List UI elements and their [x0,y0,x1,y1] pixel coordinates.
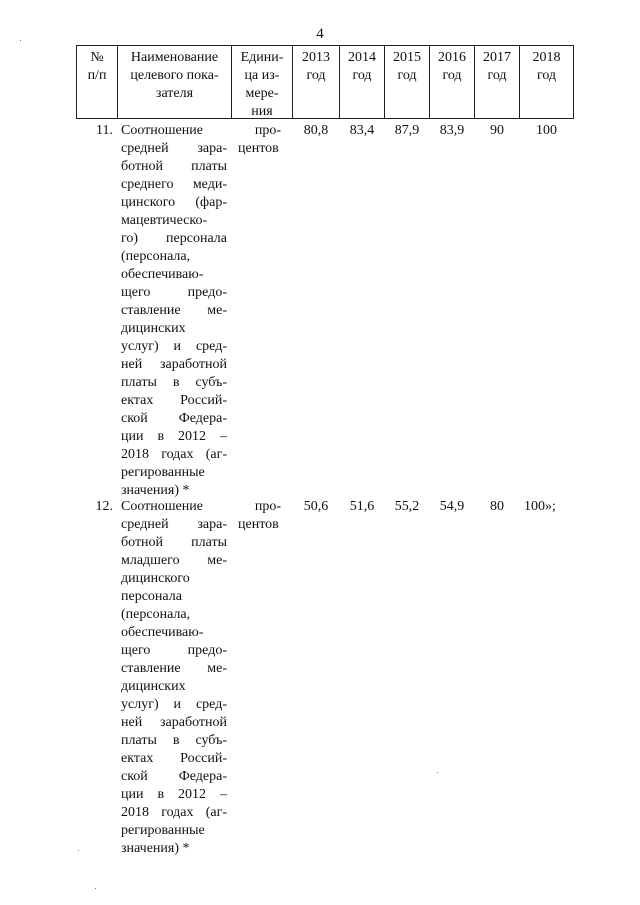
value-2016: 54,9 [439,499,465,514]
header-year-2016: 2016 год [438,50,466,83]
scan-speck [437,772,438,773]
row-number: 11. [96,123,113,138]
header-year-2015: 2015 год [393,50,421,83]
unit-cell: про- центов [238,499,282,532]
value-2015: 87,9 [394,123,420,138]
row-number: 12. [95,499,113,514]
value-2015: 55,2 [394,499,420,514]
table-top-border [76,45,574,46]
header-num: № п/п [87,50,107,83]
col-divider [573,45,574,119]
header-year-2013: 2013 год [302,50,330,83]
header-year-2014: 2014 год [348,50,376,83]
header-bottom-border [76,118,574,119]
indicator-name: Соотношение средней зара- ботной платы среднего меди- цинского (фар- мацевтическо- го) персонала (персонала, обеспечиваю- щего предо- ставление ме- дицинских услуг) и сред- ней заработной платы в субъ- ектах Россий- ской Федера- ции в 2012 – 2018 годах (аг- регированные значения) * [121,123,227,498]
value-2014: 83,4 [349,123,375,138]
value-2013: 80,8 [303,123,329,138]
unit-cell: про- центов [238,123,282,156]
value-2018: 100»; [524,499,556,514]
value-2017: 90 [490,123,504,138]
value-2016: 83,9 [439,123,465,138]
scan-speck [95,888,96,889]
value-2018: 100 [536,123,557,138]
header-name: Наименование целевого пока- зателя [130,50,219,101]
value-2014: 51,6 [349,499,375,514]
value-2017: 80 [490,499,504,514]
page-number: 4 [316,26,324,42]
header-year-2017: 2017 год [483,50,511,83]
scan-speck [78,850,79,851]
indicator-name: Соотношение средней зара- ботной платы младшего ме- дицинского персонала (персонала, обеспечиваю- щего предо- ставление ме- дицинских услуг) и сред- ней заработной платы в субъ- ектах Россий- ской Федера- ции в 2012 – 2018 годах (аг- регированные значения) * [121,499,227,856]
scan-speck [20,40,21,41]
header-unit: Едини- ца из- мере- ния [240,50,284,119]
value-2013: 50,6 [303,499,329,514]
header-year-2018: 2018 год [532,50,561,83]
